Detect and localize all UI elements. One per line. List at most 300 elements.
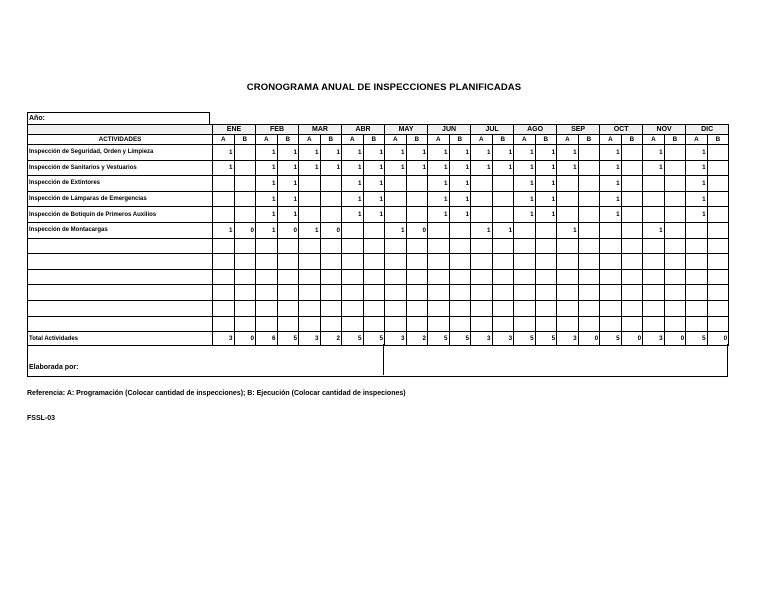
- schedule-cell[interactable]: 1: [600, 145, 622, 161]
- schedule-cell[interactable]: 1: [557, 222, 579, 238]
- schedule-cell[interactable]: 1: [299, 145, 321, 161]
- total-cell[interactable]: 5: [277, 332, 299, 346]
- schedule-cell[interactable]: [664, 316, 686, 332]
- schedule-cell[interactable]: [686, 254, 708, 270]
- schedule-cell[interactable]: [234, 316, 256, 332]
- schedule-cell[interactable]: 1: [686, 191, 708, 207]
- activity-name[interactable]: Inspección de Seguridad, Orden y Limpieza: [28, 145, 213, 161]
- schedule-cell[interactable]: 1: [363, 207, 385, 223]
- schedule-cell[interactable]: [342, 285, 364, 301]
- schedule-cell[interactable]: 1: [514, 160, 536, 176]
- schedule-cell[interactable]: 1: [428, 160, 450, 176]
- schedule-cell[interactable]: [342, 316, 364, 332]
- schedule-cell[interactable]: [234, 238, 256, 254]
- schedule-cell[interactable]: [213, 176, 235, 192]
- schedule-cell[interactable]: 1: [299, 160, 321, 176]
- schedule-cell[interactable]: 1: [277, 207, 299, 223]
- schedule-cell[interactable]: 1: [213, 160, 235, 176]
- schedule-cell[interactable]: [256, 285, 278, 301]
- schedule-cell[interactable]: [643, 176, 665, 192]
- schedule-cell[interactable]: [492, 285, 514, 301]
- schedule-cell[interactable]: [449, 285, 471, 301]
- schedule-cell[interactable]: 1: [535, 145, 557, 161]
- schedule-cell[interactable]: [299, 176, 321, 192]
- total-cell[interactable]: 5: [686, 332, 708, 346]
- schedule-cell[interactable]: 1: [449, 176, 471, 192]
- schedule-cell[interactable]: [385, 176, 407, 192]
- schedule-cell[interactable]: 1: [643, 160, 665, 176]
- total-cell[interactable]: 5: [428, 332, 450, 346]
- schedule-cell[interactable]: [557, 207, 579, 223]
- schedule-cell[interactable]: [514, 285, 536, 301]
- schedule-cell[interactable]: 1: [514, 145, 536, 161]
- total-cell[interactable]: 5: [363, 332, 385, 346]
- schedule-cell[interactable]: [492, 191, 514, 207]
- total-cell[interactable]: 3: [643, 332, 665, 346]
- schedule-cell[interactable]: [234, 207, 256, 223]
- schedule-cell[interactable]: [664, 269, 686, 285]
- schedule-cell[interactable]: [385, 285, 407, 301]
- schedule-cell[interactable]: 1: [686, 176, 708, 192]
- schedule-cell[interactable]: [320, 254, 342, 270]
- schedule-cell[interactable]: 1: [686, 207, 708, 223]
- schedule-cell[interactable]: 1: [342, 145, 364, 161]
- schedule-cell[interactable]: [643, 254, 665, 270]
- activity-name[interactable]: [28, 300, 213, 316]
- schedule-cell[interactable]: 1: [363, 191, 385, 207]
- activity-name[interactable]: [28, 269, 213, 285]
- schedule-cell[interactable]: [578, 160, 600, 176]
- schedule-cell[interactable]: [449, 222, 471, 238]
- schedule-cell[interactable]: [277, 300, 299, 316]
- schedule-cell[interactable]: [471, 300, 493, 316]
- schedule-cell[interactable]: 1: [686, 160, 708, 176]
- schedule-cell[interactable]: [492, 176, 514, 192]
- total-cell[interactable]: 6: [256, 332, 278, 346]
- schedule-cell[interactable]: 1: [256, 176, 278, 192]
- activity-name[interactable]: Inspección de Lámparas de Emergencias: [28, 191, 213, 207]
- schedule-cell[interactable]: 1: [514, 176, 536, 192]
- schedule-cell[interactable]: [557, 254, 579, 270]
- schedule-cell[interactable]: 1: [535, 176, 557, 192]
- total-cell[interactable]: 5: [600, 332, 622, 346]
- schedule-cell[interactable]: [385, 238, 407, 254]
- total-cell[interactable]: 5: [342, 332, 364, 346]
- total-label[interactable]: Total Actividades: [28, 332, 213, 346]
- activity-name[interactable]: [28, 254, 213, 270]
- schedule-cell[interactable]: [299, 316, 321, 332]
- schedule-cell[interactable]: [256, 254, 278, 270]
- schedule-cell[interactable]: [299, 191, 321, 207]
- schedule-cell[interactable]: [707, 285, 729, 301]
- total-cell[interactable]: 3: [471, 332, 493, 346]
- activity-name[interactable]: Inspección de Montacargas: [28, 222, 213, 238]
- schedule-cell[interactable]: 1: [557, 145, 579, 161]
- schedule-cell[interactable]: [385, 254, 407, 270]
- schedule-cell[interactable]: [213, 269, 235, 285]
- schedule-cell[interactable]: [428, 316, 450, 332]
- schedule-cell[interactable]: [363, 285, 385, 301]
- schedule-cell[interactable]: [471, 254, 493, 270]
- schedule-cell[interactable]: [707, 145, 729, 161]
- schedule-cell[interactable]: [406, 300, 428, 316]
- schedule-cell[interactable]: 1: [471, 160, 493, 176]
- schedule-cell[interactable]: [449, 269, 471, 285]
- schedule-cell[interactable]: 1: [320, 145, 342, 161]
- schedule-cell[interactable]: [535, 254, 557, 270]
- total-cell[interactable]: 3: [213, 332, 235, 346]
- schedule-cell[interactable]: [514, 254, 536, 270]
- schedule-cell[interactable]: [707, 254, 729, 270]
- schedule-cell[interactable]: 1: [342, 176, 364, 192]
- schedule-cell[interactable]: [643, 238, 665, 254]
- schedule-cell[interactable]: [557, 176, 579, 192]
- schedule-cell[interactable]: [385, 191, 407, 207]
- schedule-cell[interactable]: [707, 160, 729, 176]
- schedule-cell[interactable]: 1: [492, 222, 514, 238]
- schedule-cell[interactable]: [320, 316, 342, 332]
- schedule-cell[interactable]: [428, 300, 450, 316]
- schedule-cell[interactable]: [406, 285, 428, 301]
- schedule-cell[interactable]: 1: [363, 160, 385, 176]
- schedule-cell[interactable]: [664, 207, 686, 223]
- schedule-cell[interactable]: 1: [449, 145, 471, 161]
- schedule-cell[interactable]: [234, 160, 256, 176]
- schedule-cell[interactable]: 1: [428, 207, 450, 223]
- schedule-cell[interactable]: [600, 222, 622, 238]
- schedule-cell[interactable]: [385, 300, 407, 316]
- schedule-cell[interactable]: [428, 222, 450, 238]
- schedule-cell[interactable]: [277, 316, 299, 332]
- schedule-cell[interactable]: [492, 269, 514, 285]
- schedule-cell[interactable]: [256, 269, 278, 285]
- schedule-cell[interactable]: 1: [256, 222, 278, 238]
- schedule-cell[interactable]: [471, 238, 493, 254]
- total-cell[interactable]: 0: [707, 332, 729, 346]
- schedule-cell[interactable]: [621, 285, 643, 301]
- schedule-cell[interactable]: [578, 207, 600, 223]
- schedule-cell[interactable]: [449, 300, 471, 316]
- schedule-cell[interactable]: [213, 238, 235, 254]
- schedule-cell[interactable]: [428, 269, 450, 285]
- activity-name[interactable]: Inspección de Botiquín de Primeros Auxilios: [28, 207, 213, 223]
- schedule-cell[interactable]: [664, 160, 686, 176]
- schedule-cell[interactable]: 1: [449, 191, 471, 207]
- schedule-cell[interactable]: [664, 191, 686, 207]
- schedule-cell[interactable]: [428, 254, 450, 270]
- schedule-cell[interactable]: [686, 300, 708, 316]
- schedule-cell[interactable]: [299, 300, 321, 316]
- schedule-cell[interactable]: [557, 269, 579, 285]
- schedule-cell[interactable]: [707, 238, 729, 254]
- schedule-cell[interactable]: [514, 269, 536, 285]
- schedule-cell[interactable]: [578, 145, 600, 161]
- activity-name[interactable]: Inspección de Sanitarios y Vestuarios: [28, 160, 213, 176]
- schedule-cell[interactable]: [535, 300, 557, 316]
- schedule-cell[interactable]: 1: [535, 207, 557, 223]
- schedule-cell[interactable]: [600, 254, 622, 270]
- schedule-cell[interactable]: [406, 238, 428, 254]
- schedule-cell[interactable]: [686, 222, 708, 238]
- schedule-cell[interactable]: 1: [256, 145, 278, 161]
- schedule-cell[interactable]: [621, 238, 643, 254]
- schedule-cell[interactable]: [578, 191, 600, 207]
- schedule-cell[interactable]: [600, 316, 622, 332]
- schedule-cell[interactable]: [643, 300, 665, 316]
- schedule-cell[interactable]: [256, 316, 278, 332]
- schedule-cell[interactable]: [406, 207, 428, 223]
- schedule-cell[interactable]: [557, 300, 579, 316]
- schedule-cell[interactable]: 1: [342, 191, 364, 207]
- schedule-cell[interactable]: [600, 300, 622, 316]
- schedule-cell[interactable]: 1: [277, 176, 299, 192]
- schedule-cell[interactable]: [471, 176, 493, 192]
- schedule-cell[interactable]: [578, 300, 600, 316]
- schedule-cell[interactable]: [600, 238, 622, 254]
- schedule-cell[interactable]: [320, 300, 342, 316]
- schedule-cell[interactable]: 1: [256, 191, 278, 207]
- schedule-cell[interactable]: 1: [557, 160, 579, 176]
- schedule-cell[interactable]: [707, 222, 729, 238]
- schedule-cell[interactable]: [277, 269, 299, 285]
- schedule-cell[interactable]: [320, 207, 342, 223]
- schedule-cell[interactable]: 1: [428, 176, 450, 192]
- schedule-cell[interactable]: [492, 207, 514, 223]
- schedule-cell[interactable]: 1: [428, 145, 450, 161]
- activity-name[interactable]: [28, 285, 213, 301]
- schedule-cell[interactable]: [621, 176, 643, 192]
- schedule-cell[interactable]: [342, 238, 364, 254]
- total-cell[interactable]: 3: [385, 332, 407, 346]
- schedule-cell[interactable]: [342, 254, 364, 270]
- schedule-cell[interactable]: [535, 285, 557, 301]
- schedule-cell[interactable]: [621, 145, 643, 161]
- year-field[interactable]: [27, 112, 210, 124]
- schedule-cell[interactable]: [406, 191, 428, 207]
- schedule-cell[interactable]: [363, 254, 385, 270]
- schedule-cell[interactable]: [621, 207, 643, 223]
- schedule-cell[interactable]: [707, 207, 729, 223]
- schedule-cell[interactable]: [385, 207, 407, 223]
- schedule-cell[interactable]: [492, 238, 514, 254]
- schedule-cell[interactable]: 1: [600, 160, 622, 176]
- schedule-cell[interactable]: [643, 191, 665, 207]
- schedule-cell[interactable]: 1: [277, 145, 299, 161]
- schedule-cell[interactable]: [213, 191, 235, 207]
- schedule-cell[interactable]: 1: [535, 160, 557, 176]
- schedule-cell[interactable]: [277, 285, 299, 301]
- schedule-cell[interactable]: [707, 269, 729, 285]
- schedule-cell[interactable]: [320, 269, 342, 285]
- total-cell[interactable]: 0: [578, 332, 600, 346]
- schedule-cell[interactable]: 1: [643, 145, 665, 161]
- schedule-cell[interactable]: [428, 238, 450, 254]
- schedule-cell[interactable]: 1: [385, 160, 407, 176]
- schedule-cell[interactable]: [514, 238, 536, 254]
- schedule-cell[interactable]: [363, 316, 385, 332]
- schedule-cell[interactable]: [621, 191, 643, 207]
- schedule-cell[interactable]: [342, 300, 364, 316]
- schedule-cell[interactable]: [234, 300, 256, 316]
- schedule-cell[interactable]: 1: [363, 176, 385, 192]
- schedule-cell[interactable]: [535, 222, 557, 238]
- schedule-cell[interactable]: [449, 316, 471, 332]
- schedule-cell[interactable]: [621, 160, 643, 176]
- schedule-cell[interactable]: [406, 176, 428, 192]
- schedule-cell[interactable]: [557, 191, 579, 207]
- schedule-cell[interactable]: [707, 176, 729, 192]
- schedule-cell[interactable]: [320, 238, 342, 254]
- schedule-cell[interactable]: 0: [406, 222, 428, 238]
- schedule-cell[interactable]: [621, 300, 643, 316]
- schedule-cell[interactable]: [428, 285, 450, 301]
- schedule-cell[interactable]: [406, 269, 428, 285]
- schedule-cell[interactable]: [578, 176, 600, 192]
- schedule-cell[interactable]: 0: [234, 222, 256, 238]
- schedule-cell[interactable]: [213, 207, 235, 223]
- schedule-cell[interactable]: [342, 222, 364, 238]
- schedule-cell[interactable]: [707, 300, 729, 316]
- schedule-cell[interactable]: [600, 285, 622, 301]
- schedule-cell[interactable]: [471, 269, 493, 285]
- schedule-cell[interactable]: 1: [277, 160, 299, 176]
- schedule-cell[interactable]: [234, 269, 256, 285]
- schedule-cell[interactable]: 1: [256, 207, 278, 223]
- schedule-cell[interactable]: [535, 238, 557, 254]
- schedule-cell[interactable]: 1: [535, 191, 557, 207]
- total-cell[interactable]: 5: [535, 332, 557, 346]
- schedule-cell[interactable]: [320, 176, 342, 192]
- schedule-cell[interactable]: 1: [471, 145, 493, 161]
- schedule-cell[interactable]: 1: [514, 207, 536, 223]
- schedule-cell[interactable]: [299, 285, 321, 301]
- schedule-cell[interactable]: [686, 238, 708, 254]
- schedule-cell[interactable]: [686, 269, 708, 285]
- schedule-cell[interactable]: [320, 285, 342, 301]
- schedule-cell[interactable]: [514, 222, 536, 238]
- schedule-cell[interactable]: [492, 254, 514, 270]
- schedule-cell[interactable]: [664, 300, 686, 316]
- schedule-cell[interactable]: [643, 285, 665, 301]
- schedule-cell[interactable]: [320, 191, 342, 207]
- total-cell[interactable]: 3: [299, 332, 321, 346]
- total-cell[interactable]: 3: [492, 332, 514, 346]
- schedule-cell[interactable]: [514, 300, 536, 316]
- schedule-cell[interactable]: [234, 176, 256, 192]
- schedule-cell[interactable]: [385, 269, 407, 285]
- schedule-cell[interactable]: [664, 238, 686, 254]
- activity-name[interactable]: [28, 238, 213, 254]
- schedule-cell[interactable]: 1: [492, 160, 514, 176]
- schedule-cell[interactable]: [707, 316, 729, 332]
- schedule-cell[interactable]: [578, 222, 600, 238]
- schedule-cell[interactable]: [578, 285, 600, 301]
- schedule-cell[interactable]: [406, 316, 428, 332]
- schedule-cell[interactable]: [664, 176, 686, 192]
- schedule-cell[interactable]: [621, 316, 643, 332]
- schedule-cell[interactable]: [578, 254, 600, 270]
- schedule-cell[interactable]: 1: [449, 160, 471, 176]
- schedule-cell[interactable]: 1: [256, 160, 278, 176]
- schedule-cell[interactable]: [707, 191, 729, 207]
- schedule-cell[interactable]: [471, 316, 493, 332]
- schedule-cell[interactable]: [213, 300, 235, 316]
- schedule-cell[interactable]: [277, 254, 299, 270]
- total-cell[interactable]: 2: [320, 332, 342, 346]
- schedule-cell[interactable]: [256, 300, 278, 316]
- schedule-cell[interactable]: [299, 207, 321, 223]
- schedule-cell[interactable]: [213, 316, 235, 332]
- schedule-cell[interactable]: 1: [342, 160, 364, 176]
- schedule-cell[interactable]: [299, 238, 321, 254]
- schedule-cell[interactable]: 1: [213, 222, 235, 238]
- total-cell[interactable]: 3: [557, 332, 579, 346]
- total-cell[interactable]: 0: [621, 332, 643, 346]
- schedule-cell[interactable]: [406, 254, 428, 270]
- schedule-cell[interactable]: 1: [686, 145, 708, 161]
- schedule-cell[interactable]: [213, 254, 235, 270]
- schedule-cell[interactable]: [492, 316, 514, 332]
- schedule-cell[interactable]: [256, 238, 278, 254]
- schedule-cell[interactable]: 1: [406, 145, 428, 161]
- schedule-cell[interactable]: [621, 222, 643, 238]
- schedule-cell[interactable]: [213, 285, 235, 301]
- schedule-cell[interactable]: 1: [320, 160, 342, 176]
- schedule-cell[interactable]: [621, 254, 643, 270]
- schedule-cell[interactable]: [492, 300, 514, 316]
- schedule-cell[interactable]: [363, 222, 385, 238]
- schedule-cell[interactable]: [557, 238, 579, 254]
- total-cell[interactable]: 5: [514, 332, 536, 346]
- schedule-cell[interactable]: 1: [449, 207, 471, 223]
- schedule-cell[interactable]: [363, 238, 385, 254]
- schedule-cell[interactable]: [363, 269, 385, 285]
- schedule-cell[interactable]: 1: [277, 191, 299, 207]
- schedule-cell[interactable]: 1: [406, 160, 428, 176]
- schedule-cell[interactable]: [578, 238, 600, 254]
- schedule-cell[interactable]: 0: [277, 222, 299, 238]
- schedule-cell[interactable]: [299, 254, 321, 270]
- schedule-cell[interactable]: [643, 316, 665, 332]
- schedule-cell[interactable]: 1: [385, 145, 407, 161]
- schedule-cell[interactable]: [557, 316, 579, 332]
- activity-name[interactable]: Inspección de Extintores: [28, 176, 213, 192]
- schedule-cell[interactable]: 1: [643, 222, 665, 238]
- schedule-cell[interactable]: 1: [342, 207, 364, 223]
- total-cell[interactable]: 5: [449, 332, 471, 346]
- schedule-cell[interactable]: [643, 269, 665, 285]
- schedule-cell[interactable]: [643, 207, 665, 223]
- schedule-cell[interactable]: [535, 269, 557, 285]
- schedule-cell[interactable]: [621, 269, 643, 285]
- schedule-cell[interactable]: [578, 316, 600, 332]
- schedule-cell[interactable]: 1: [471, 222, 493, 238]
- schedule-cell[interactable]: [686, 316, 708, 332]
- schedule-cell[interactable]: 1: [428, 191, 450, 207]
- schedule-cell[interactable]: [385, 316, 407, 332]
- schedule-cell[interactable]: 1: [299, 222, 321, 238]
- schedule-cell[interactable]: [686, 285, 708, 301]
- schedule-cell[interactable]: [234, 145, 256, 161]
- schedule-cell[interactable]: [557, 285, 579, 301]
- schedule-cell[interactable]: [471, 191, 493, 207]
- schedule-cell[interactable]: [471, 207, 493, 223]
- schedule-cell[interactable]: 1: [213, 145, 235, 161]
- total-cell[interactable]: 0: [664, 332, 686, 346]
- schedule-cell[interactable]: [449, 254, 471, 270]
- schedule-cell[interactable]: 1: [492, 145, 514, 161]
- schedule-cell[interactable]: 1: [363, 145, 385, 161]
